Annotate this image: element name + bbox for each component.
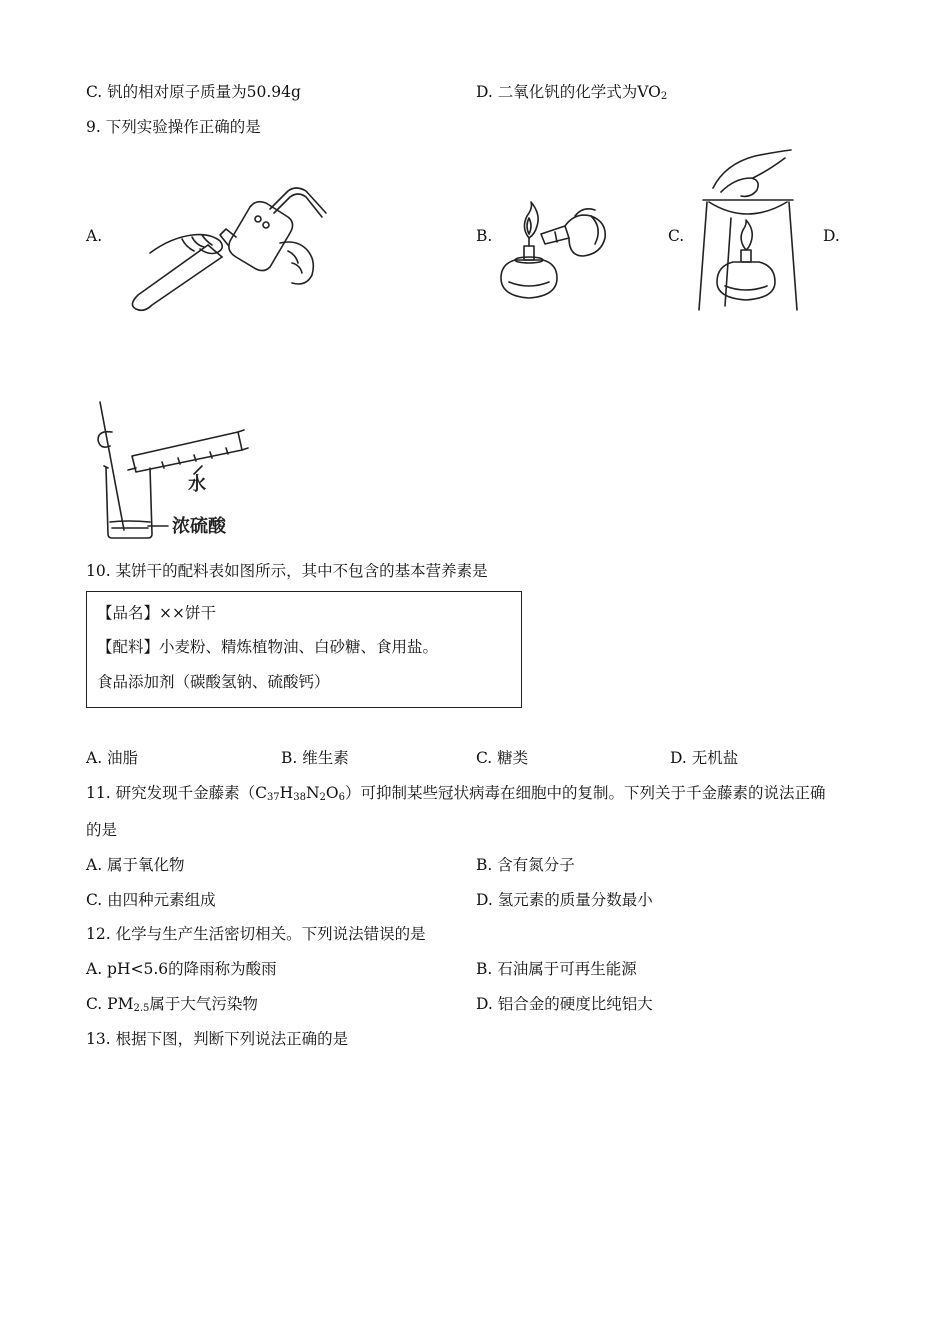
figure-d-diluting-sulfuric-acid bbox=[92, 396, 262, 541]
q10-product-name: 【品名】××饼干 bbox=[97, 604, 216, 622]
q13-stem: 13. 根据下图，判断下列说法正确的是 bbox=[86, 1030, 349, 1048]
q10-ingredients: 【配料】小麦粉、精炼植物油、白砂糖、食用盐。 bbox=[97, 638, 439, 656]
q10-stem: 10. 某饼干的配料表如图所示，其中不包含的基本营养素是 bbox=[86, 562, 488, 580]
q10-option-a: A. 油脂 bbox=[86, 749, 139, 767]
q12-option-a: A. pH<5.6的降雨称为酸雨 bbox=[86, 960, 277, 978]
q11-option-a: A. 属于氧化物 bbox=[86, 856, 185, 874]
q9-stem: 9. 下列实验操作正确的是 bbox=[86, 118, 261, 136]
q12-stem: 12. 化学与生产生活密切相关。下列说法错误的是 bbox=[86, 925, 426, 943]
figure-d-acid-label: 浓硫酸 bbox=[172, 516, 226, 537]
q10-ingredient-box bbox=[86, 591, 522, 708]
q11-stem: 11. 研究发现千金藤素$(C_{37}H_{38}N_2O_6)$可抑制某些冠状病毒在细胞中的复制。下列关于千金藤素的说法正确 bbox=[86, 784, 826, 803]
q9-label-d: D. bbox=[823, 227, 840, 245]
q12-option-b: B. 石油属于可再生能源 bbox=[476, 960, 637, 978]
q9-label-b: B. bbox=[476, 227, 493, 245]
q11-option-b: B. 含有氮分子 bbox=[476, 856, 575, 874]
q9-label-c: C. bbox=[668, 227, 685, 245]
figure-c-evaporating-dish-heating bbox=[695, 148, 805, 313]
q11-option-c: C. 由四种元素组成 bbox=[86, 891, 216, 909]
q11-option-d: D. 氢元素的质量分数最小 bbox=[476, 891, 653, 909]
q11-stem-line2: 的是 bbox=[86, 821, 118, 839]
figure-b-lighting-alcohol-lamp bbox=[495, 198, 615, 308]
q12-option-d: D. 铝合金的硬度比纯铝大 bbox=[476, 995, 653, 1013]
q10-option-b: B. 维生素 bbox=[281, 749, 349, 767]
q10-additives: 食品添加剂（碳酸氢钠、硫酸钙） bbox=[97, 673, 330, 691]
q8-option-d: D. 二氧化钒的化学式为$VO_2$ bbox=[476, 83, 668, 102]
q10-option-c: C. 糖类 bbox=[476, 749, 529, 767]
q12-option-c: C. $PM_{2.5}$属于大气污染物 bbox=[86, 995, 258, 1014]
q10-option-d: D. 无机盐 bbox=[670, 749, 739, 767]
q9-label-a: A. bbox=[86, 227, 103, 245]
figure-a-test-tube-pouring bbox=[120, 183, 335, 313]
q8-option-c: C. 钒的相对原子质量为50.94g bbox=[86, 83, 301, 101]
figure-d-water-label: 水 bbox=[188, 474, 206, 495]
